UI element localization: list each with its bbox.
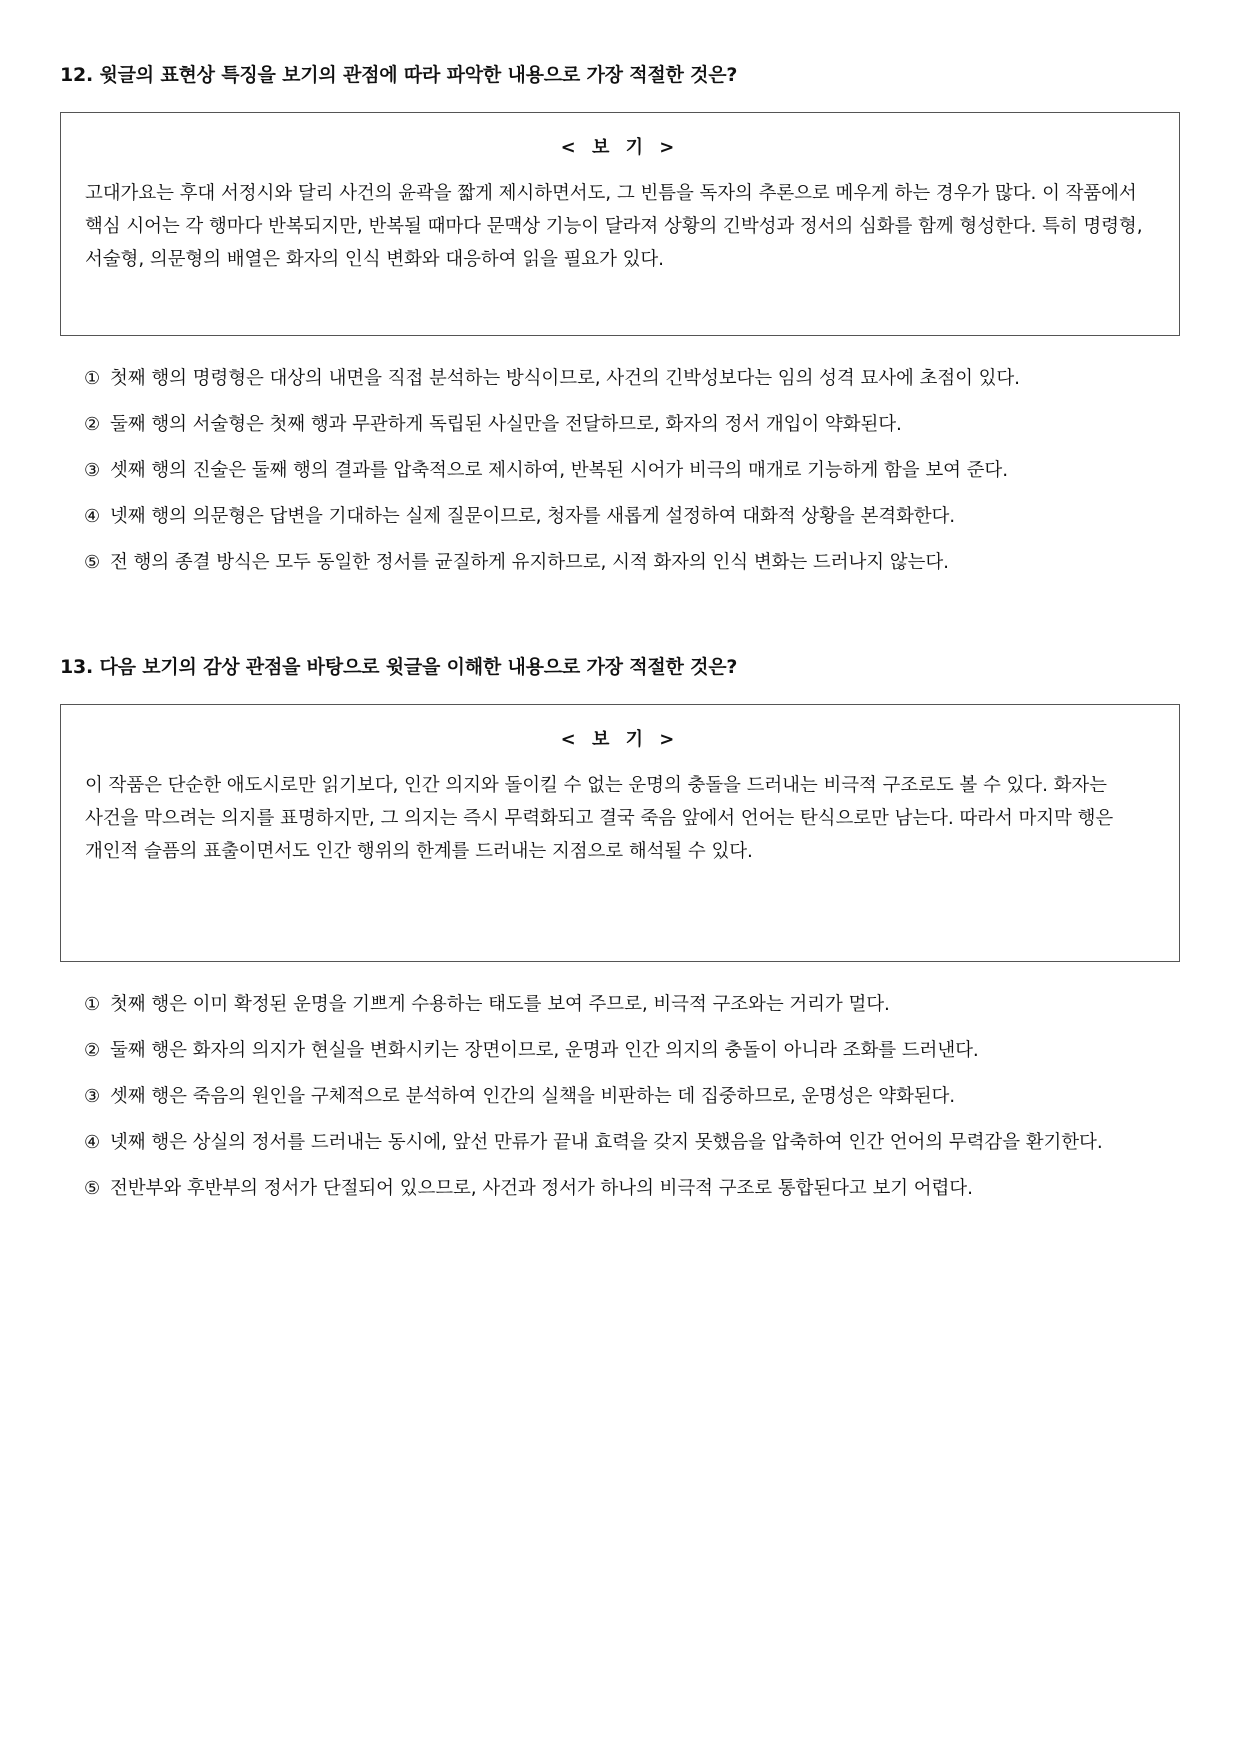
choice-number: ③ [84, 1086, 101, 1107]
choice-number: ⑤ [84, 1178, 101, 1199]
bogi-heading: < 보 기 > [560, 729, 680, 750]
choice-text: 넷째 행의 의문형은 답변을 기대하는 실제 질문이므로, 청자를 새롭게 설정하여 대화적 상황을 본격화한다. [110, 506, 956, 527]
choice-number: ③ [84, 460, 101, 481]
choice-text: 넷째 행은 상실의 정서를 드러내는 동시에, 앞선 만류가 끝내 효력을 갖지 못했음을 압축하여 인간 언어의 무력감을 환기한다. [110, 1132, 1103, 1153]
choice-number: ④ [84, 1132, 101, 1153]
choice-text: 셋째 행의 진술은 둘째 행의 결과를 압축적으로 제시하여, 반복된 시어가 비극의 매개로 기능하게 함을 보여 준다. [110, 460, 1008, 481]
choice-number: ① [84, 994, 101, 1015]
choice-item[interactable] [84, 454, 1180, 487]
choice-number: ② [84, 1040, 101, 1061]
choice-number: ④ [84, 506, 101, 527]
choice-number: ① [84, 368, 101, 389]
question-title: 12. 윗글의 표현상 특징을 보기의 관점에 따라 파악한 내용으로 가장 적절한 것은? [60, 64, 738, 86]
choice-item[interactable] [84, 546, 1180, 579]
choice-text: 첫째 행의 명령형은 대상의 내면을 직접 분석하는 방식이므로, 사건의 긴박성보다는 임의 성격 묘사에 초점이 있다. [110, 368, 1020, 389]
choice-item[interactable] [84, 1172, 1180, 1205]
bogi-text: 이 작품은 단순한 애도시로만 읽기보다, 인간 의지와 돌이킬 수 없는 운명의 충돌을 드러내는 비극적 구조로도 볼 수 있다. 화자는 사건을 막으려는 의지를 표명하지만, 그 의지는 즉시 무력화되고 결국 죽음 앞에서 언어는 탄식으로만 남는다. 따라서 마지막 행은 개인적 슬픔의 표출이면서도 인간 행위의 한계를 드러내는 지점으로 해석될 수 있다. [85, 775, 1114, 862]
choice-item[interactable] [84, 1034, 1180, 1067]
choice-item[interactable] [84, 500, 1180, 533]
choice-text: 전반부와 후반부의 정서가 단절되어 있으므로, 사건과 정서가 하나의 비극적 구조로 통합된다고 보기 어렵다. [110, 1178, 973, 1199]
question-12 [60, 60, 1180, 592]
choice-number: ⑤ [84, 552, 101, 573]
choice-text: 둘째 행의 서술형은 첫째 행과 무관하게 독립된 사실만을 전달하므로, 화자의 정서 개입이 약화된다. [110, 414, 902, 435]
choice-item[interactable] [84, 362, 1180, 395]
choice-text: 셋째 행은 죽음의 원인을 구체적으로 분석하여 인간의 실책을 비판하는 데 집중하므로, 운명성은 약화된다. [110, 1086, 956, 1107]
bogi-text: 고대가요는 후대 서정시와 달리 사건의 윤곽을 짧게 제시하면서도, 그 빈틈을 독자의 추론으로 메우게 하는 경우가 많다. 이 작품에서 핵심 시어는 각 행마다 반복되지만, 반복될 때마다 문맥상 기능이 달라져 상황의 긴박성과 정서의 심화를 함께 형성한다. 특히 명령형, 서술형, 의문형의 배열은 화자의 인식 변화와 대응하여 읽을 필요가 있다. [85, 183, 1143, 270]
question-title: 13. 다음 보기의 감상 관점을 바탕으로 윗글을 이해한 내용으로 가장 적절한 것은? [60, 656, 738, 678]
question-13 [60, 652, 1180, 1218]
choice-text: 전 행의 종결 방식은 모두 동일한 정서를 균질하게 유지하므로, 시적 화자의 인식 변화는 드러나지 않는다. [110, 552, 949, 573]
bogi-box [60, 112, 1180, 336]
choice-list [60, 988, 1180, 1205]
choice-item[interactable] [84, 1126, 1180, 1159]
choice-text: 첫째 행은 이미 확정된 운명을 기쁘게 수용하는 태도를 보여 주므로, 비극적 구조와는 거리가 멀다. [110, 994, 890, 1015]
choice-item[interactable] [84, 408, 1180, 441]
choice-number: ② [84, 414, 101, 435]
choice-list [60, 362, 1180, 579]
choice-item[interactable] [84, 988, 1180, 1021]
bogi-heading: < 보 기 > [560, 137, 680, 158]
choice-text: 둘째 행은 화자의 의지가 현실을 변화시키는 장면이므로, 운명과 인간 의지의 충돌이 아니라 조화를 드러낸다. [110, 1040, 979, 1061]
choice-item[interactable] [84, 1080, 1180, 1113]
bogi-box [60, 704, 1180, 962]
